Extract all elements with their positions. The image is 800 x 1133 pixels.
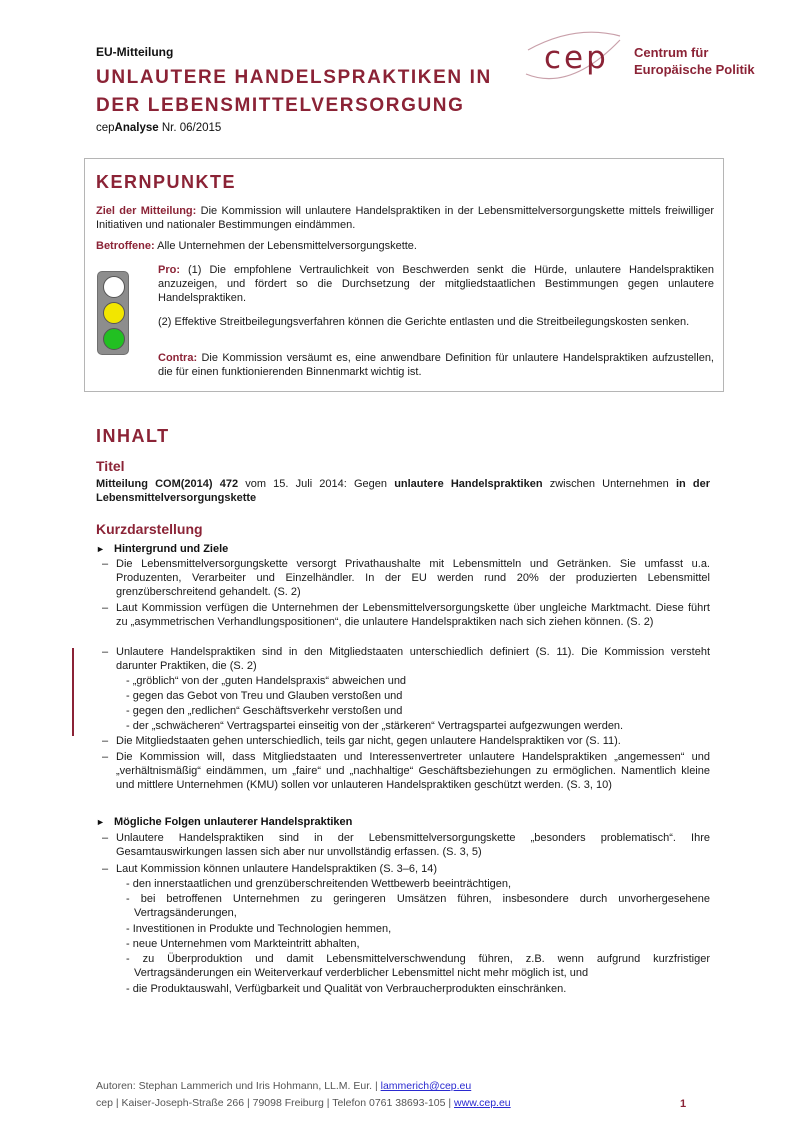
sub-list-value: Investitionen in Produkte und Technologien hemmen, <box>132 923 392 935</box>
ziel-text: Die Kommission will unlautere Handelspraktiken in der Lebensmittelversorgungskette mittels freiwilliger Initiativen und nationaler Bestimmungen eindämmen. <box>96 205 714 231</box>
titel-bold-1: Mitteilung COM(2014) 472 <box>96 478 239 490</box>
section-heading-hintergrund <box>96 543 228 555</box>
sub-list-item <box>126 689 710 703</box>
analyse-number <box>96 122 221 134</box>
pro-paragraph-2: (2) Effektive Streitbeilegungsverfahren können die Gerichte entlasten und die Streitbeilegungskosten senken. <box>158 316 690 328</box>
list-item: – Laut Kommission können unlautere Handelspraktiken (S. 3–6, 14) <box>116 862 710 876</box>
sub-list-value: der „schwächeren“ Vertragspartei einseitig von der „stärkeren“ Vertragspartei aufgezwungen werden. <box>132 720 624 732</box>
triangle-bullet-icon: ► <box>96 817 105 827</box>
logo-subtitle <box>634 44 755 78</box>
sub-list-value: gegen das Gebot von Treu und Glauben verstoßen und <box>132 690 403 702</box>
analyse-suffix: Nr. 06/2015 <box>158 122 222 134</box>
sub-list-item <box>126 952 710 980</box>
inhalt-heading: INHALT <box>96 426 170 446</box>
titel-bold-2: unlautere Handelspraktiken <box>394 478 543 490</box>
sub-list-text: - die Produktauswahl, Verfügbarkeit und Qualität von Verbraucherprodukten einschränken. <box>126 983 567 995</box>
traffic-light-top-icon <box>103 276 125 298</box>
list-item: – Die Lebensmittelversorgungskette versorgt Privathaushalte mit Lebensmitteln und Getränken. Sie umfasst u.a. Produzenten, Verarbeiter und Einzelhändler. In der EU werden rund 20% der produzierten Lebensmittel grenzüberschreitend gehandelt. (S. 2) <box>116 557 710 599</box>
list-item: – Die Kommission will, dass Mitgliedstaaten und Interessenvertreter unlautere Handelspraktiken „angemessen“ und „verhältnismäßig“ eindämmen, um „faire“ und „nachhaltige“ Geschäftsbeziehungen zu ermöglichen. Namentlich kleine und mittlere Unternehmen (KMU) sollen vor unlauteren Handelspraktiken geschützt werden. (S. 3, 10) <box>116 750 710 792</box>
pro-paragraph-1 <box>158 263 714 305</box>
sub-list-value: „gröblich“ von der „guten Handelspraxis“ abweichen und <box>132 675 407 687</box>
sub-list-item <box>126 982 710 996</box>
sub-list-text: - zu Überproduktion und damit Lebensmittelverschwendung führen, z.B. wenn aufgrund kurzfristiger Vertragsänderungen ein Weiterverkauf verderblicher Lebensmittel nicht mehr möglich ist, und <box>126 953 710 979</box>
sub-list-value: die Produktauswahl, Verfügbarkeit und Qualität von Verbraucherprodukten einschränken. <box>132 983 567 995</box>
sub-list-item <box>126 704 710 718</box>
titel-bold-3: in der Lebensmittelversorgungskette <box>96 478 711 504</box>
footer-address <box>96 1097 511 1109</box>
ziel-label: Ziel der Mitteilung: <box>96 205 197 217</box>
betroffene-paragraph <box>96 239 714 253</box>
sub-list-text: - „gröblich“ von der „guten Handelspraxis“ abweichen und <box>126 675 407 687</box>
sub-list-text: - Investitionen in Produkte und Technologien hemmen, <box>126 923 392 935</box>
sub-list-text: - den innerstaatlichen und grenzüberschreitenden Wettbewerb beeinträchtigen, <box>126 878 512 890</box>
analyse-prefix: cep <box>96 122 115 134</box>
sub-list-value: den innerstaatlichen und grenzüberschreitenden Wettbewerb beeinträchtigen, <box>132 878 512 890</box>
sub-list-item <box>126 719 710 733</box>
kurzdarstellung-heading: Kurzdarstellung <box>96 521 203 537</box>
analyse-bold: Analyse <box>114 122 159 134</box>
list-item: – Unlautere Handelspraktiken sind in der Lebensmittelversorgungskette „besonders problematisch“. Ihre Gesamtauswirkungen lassen sich aber nur unvollständig erfassen. (S. 3, 5) <box>116 831 710 859</box>
titel-text-1: vom 15. Juli 2014: Gegen <box>238 478 395 490</box>
betroffene-label: Betroffene: <box>96 240 155 252</box>
sub-list-text: - der „schwächeren“ Vertragspartei einseitig von der „stärkeren“ Vertragspartei aufgezwungen werden. <box>126 720 624 732</box>
traffic-light-yellow-icon <box>103 302 125 324</box>
sub-list-text: - gegen den „redlichen“ Geschäftsverkehr verstoßen und <box>126 705 403 717</box>
sub-list-text: - neue Unternehmen vom Markteintritt abhalten, <box>126 938 360 950</box>
section-heading-folgen <box>96 816 352 828</box>
pro-label: Pro: <box>158 264 180 276</box>
contra-label: Contra: <box>158 352 198 364</box>
traffic-light-green-icon <box>103 328 125 350</box>
titel-text-2: zwischen Unternehmen <box>542 478 676 490</box>
contra-text: Die Kommission versäumt es, eine anwendbare Definition für unlautere Handelspraktiken aufzustellen, die für einen funktionierenden Binnenmarkt wichtig ist. <box>158 352 714 378</box>
logo-line-1: Centrum für <box>634 45 709 60</box>
document-kicker: EU-Mitteilung <box>96 45 174 59</box>
section-heading-label: Hintergrund und Ziele <box>114 543 229 555</box>
betroffene-text: Alle Unternehmen der Lebensmittelversorgungskette. <box>154 240 417 252</box>
author-email-link[interactable]: lammerich@cep.eu <box>380 1080 472 1092</box>
sub-list-text: - bei betroffenen Unternehmen zu geringeren Umsätzen führen, insbesondere durch unvorhergesehene Vertragsänderungen, <box>126 893 710 919</box>
list-item: – Unlautere Handelspraktiken sind in den Mitgliedstaaten unterschiedlich definiert (S. 11). Die Kommission versteht darunter Praktiken, die (S. 2) <box>116 645 710 673</box>
logo-word: cep <box>544 40 609 76</box>
change-marker-bar <box>72 648 74 736</box>
pro-text-1: (1) Die empfohlene Vertraulichkeit von Beschwerden senkt die Hürde, unlautere Handelspraktiken anzuzeigen, und fördert so die Durchsetzung der mitgliedstaatlichen Bestimmungen gegen unlautere Handelspraktiken. <box>158 264 714 304</box>
sub-list-value: bei betroffenen Unternehmen zu geringeren Umsätzen führen, insbesondere durch unvorhergesehene Vertragsänderungen, <box>134 893 710 919</box>
section-heading-label: Mögliche Folgen unlauterer Handelspraktiken <box>114 816 353 828</box>
traffic-light-icon <box>97 271 129 355</box>
sub-list-item <box>126 674 710 688</box>
sub-list-value: gegen den „redlichen“ Geschäftsverkehr verstoßen und <box>132 705 403 717</box>
website-link[interactable]: www.cep.eu <box>454 1097 511 1109</box>
sub-list-item <box>126 892 710 920</box>
sub-list-text: - gegen das Gebot von Treu und Glauben verstoßen und <box>126 690 403 702</box>
footer-authors-text: Autoren: Stephan Lammerich und Iris Hohmann, LL.M. Eur. | <box>96 1080 381 1092</box>
kernpunkte-box <box>84 158 724 392</box>
ziel-paragraph <box>96 204 714 232</box>
kernpunkte-title: KERNPUNKTE <box>96 172 237 192</box>
footer-address-text: cep | Kaiser-Joseph-Straße 266 | 79098 Freiburg | Telefon 0761 38693-105 | <box>96 1097 455 1109</box>
logo-line-2: Europäische Politik <box>634 62 755 77</box>
footer-authors <box>96 1080 471 1092</box>
title-line-2: DER LEBENSMITTELVERSORGUNG <box>96 95 465 116</box>
titel-text <box>96 477 710 505</box>
sub-list-value: neue Unternehmen vom Markteintritt abhalten, <box>132 938 360 950</box>
list-item: – Laut Kommission verfügen die Unternehmen der Lebensmittelversorgungskette über ungleiche Marktmacht. Diese führt zu „asymmetrischen Verhandlungspositionen“, die unlautere Handelspraktiken nach sich ziehen können. (S. 2) <box>116 601 710 629</box>
list-item: – Die Mitgliedstaaten gehen unterschiedlich, teils gar nicht, gegen unlautere Handelspraktiken vor (S. 11). <box>116 734 710 748</box>
triangle-bullet-icon: ► <box>96 544 105 554</box>
sub-list-value: zu Überproduktion und damit Lebensmittelverschwendung führen, z.B. wenn aufgrund kurzfristiger Vertragsänderungen ein Weiterverkauf verderblicher Lebensmittel nicht mehr möglich ist, und <box>134 953 710 979</box>
page-number: 1 <box>680 1098 687 1110</box>
document-title <box>96 64 492 120</box>
cep-logo <box>520 30 770 90</box>
contra-paragraph <box>158 351 714 379</box>
titel-heading: Titel <box>96 458 125 474</box>
sub-list-item <box>126 937 710 951</box>
title-line-1: UNLAUTERE HANDELSPRAKTIKEN IN <box>96 67 492 88</box>
sub-list-item <box>126 922 710 936</box>
sub-list-item <box>126 877 710 891</box>
